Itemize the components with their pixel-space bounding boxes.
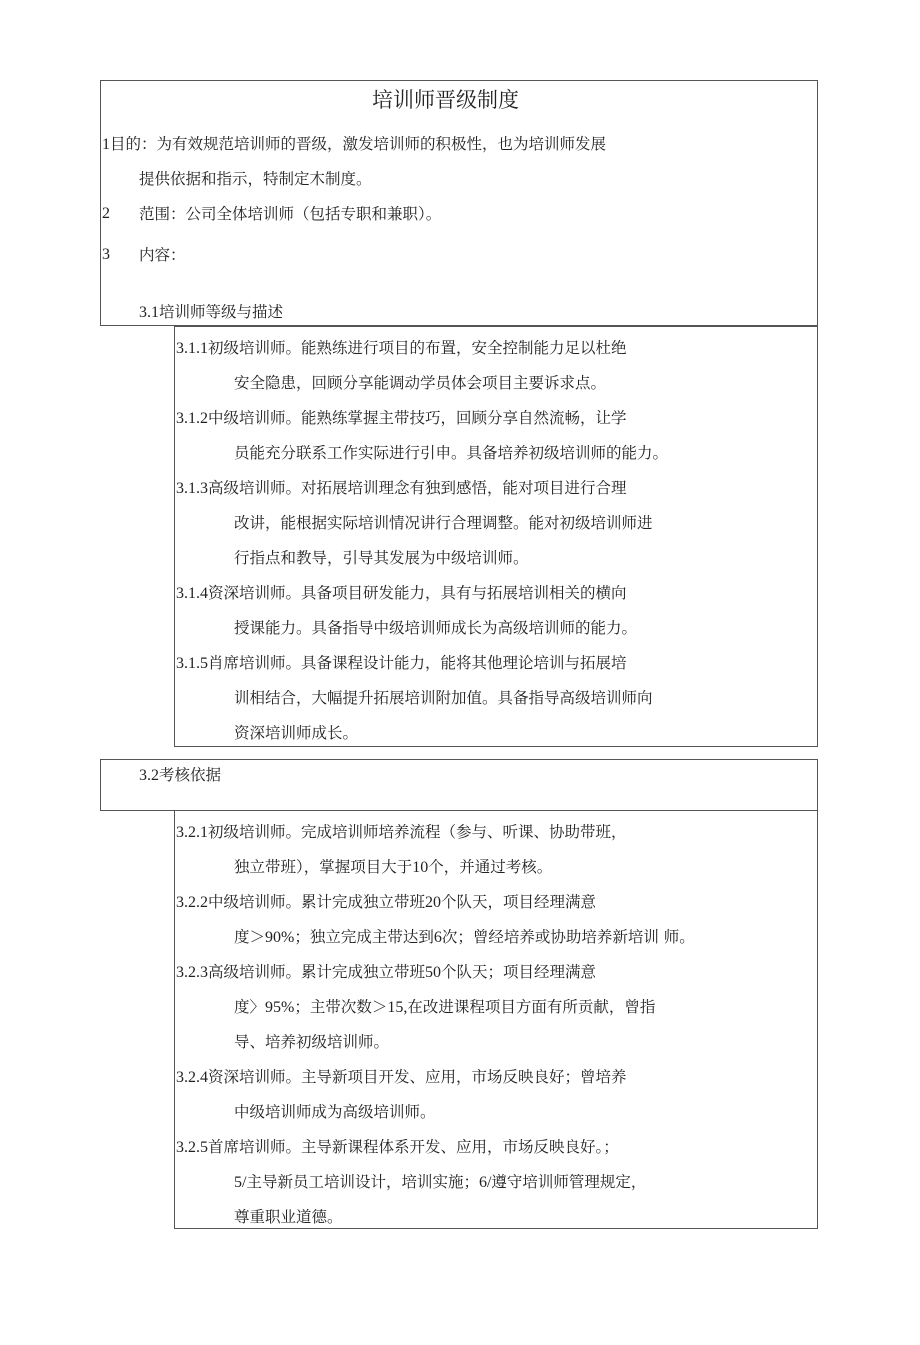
item-3-1-4-line-1: 3.1.4资深培训师。具备项目研发能力，具有与拓展培训相关的横向: [176, 584, 627, 602]
item-3-1-2-line-1: 3.1.2中级培训师。能熟练掌握主带技巧，回顾分享自然流畅，让学: [176, 409, 627, 427]
item-3-2-5-line-1: 3.2.5首席培训师。主导新课程体系开发、应用，市场反映良好。；: [176, 1138, 619, 1156]
item-3-1-4-line-2: 授课能力。具备指导中级培训师成长为高级培训师的能力。: [234, 619, 638, 637]
item-3-2-2-line-2: 度＞90%；独立完成主带达到6次；曾经培养或协助培养新培训 师。: [234, 928, 695, 946]
section-1-line-1: 1目的：为有效规范培训师的晋级，激发培训师的积极性，也为培训师发展: [102, 135, 607, 153]
item-3-1-3-line-3: 行指点和教导，引导其发展为中级培训师。: [234, 549, 529, 567]
item-3-2-3-line-1: 3.2.3高级培训师。累计完成独立带班50个队天；项目经理满意: [176, 963, 597, 981]
item-3-2-4-line-2: 中级培训师成为高级培训师。: [234, 1103, 436, 1121]
item-3-1-5-line-3: 资深培训师成长。: [234, 724, 359, 742]
item-3-2-1-line-2: 独立带班），掌握项目大于10个，并通过考核。: [234, 858, 553, 876]
item-3-1-1-line-2: 安全隐患，回顾分享能调动学员体会项目主要诉求点。: [234, 374, 607, 392]
item-3-2-5-line-2: 5/主导新员工培训设计，培训实施；6/遵守培训师管理规定，: [234, 1173, 647, 1191]
item-3-2-3-line-2: 度〉95%；主带次数＞15,在改进课程项目方面有所贡献，曾指: [234, 998, 656, 1016]
item-3-1-3-line-1: 3.1.3高级培训师。对拓展培训理念有独到感悟，能对项目进行合理: [176, 479, 627, 497]
item-3-1-3-line-2: 改讲，能根据实际培训情况讲行合理调整。能对初级培训师进: [234, 514, 653, 532]
item-3-2-3-line-3: 导、培养初级培训师。: [234, 1033, 390, 1051]
header-box: [100, 80, 818, 326]
item-3-1-5-line-2: 训相结合，大幅提升拓展培训附加值。具备指导高级培训师向: [234, 689, 653, 707]
section-3-number: 3: [102, 246, 110, 263]
section-2-number: 2: [102, 205, 110, 222]
section-3-1-heading: 3.1培训师等级与描述: [139, 303, 284, 321]
section-1-line-2: 提供依据和指示，特制定木制度。: [139, 170, 372, 188]
section-3-2-heading: 3.2考核依据: [139, 766, 222, 784]
item-3-2-1-line-1: 3.2.1初级培训师。完成培训师培养流程（参与、听课、协助带班，: [176, 823, 627, 841]
item-3-1-1-line-1: 3.1.1初级培训师。能熟练进行项目的布置，安全控制能力足以杜绝: [176, 339, 627, 357]
item-3-1-2-line-2: 员能充分联系工作实际进行引申。具备培养初级培训师的能力。: [234, 444, 669, 462]
item-3-1-5-line-1: 3.1.5肖席培训师。具备课程设计能力，能将其他理论培训与拓展培: [176, 654, 627, 672]
section-2-text: 范围：公司全体培训师（包括专职和兼职）。: [139, 205, 442, 223]
page-title: 培训师晋级制度: [372, 88, 519, 112]
item-3-2-2-line-1: 3.2.2中级培训师。累计完成独立带班20个队天，项目经理满意: [176, 893, 597, 911]
item-3-2-5-line-3: 尊重职业道德。: [234, 1208, 343, 1226]
item-3-2-4-line-1: 3.2.4资深培训师。主导新项目开发、应用，市场反映良好；曾培养: [176, 1068, 627, 1086]
section-3-text: 内容：: [139, 246, 186, 264]
